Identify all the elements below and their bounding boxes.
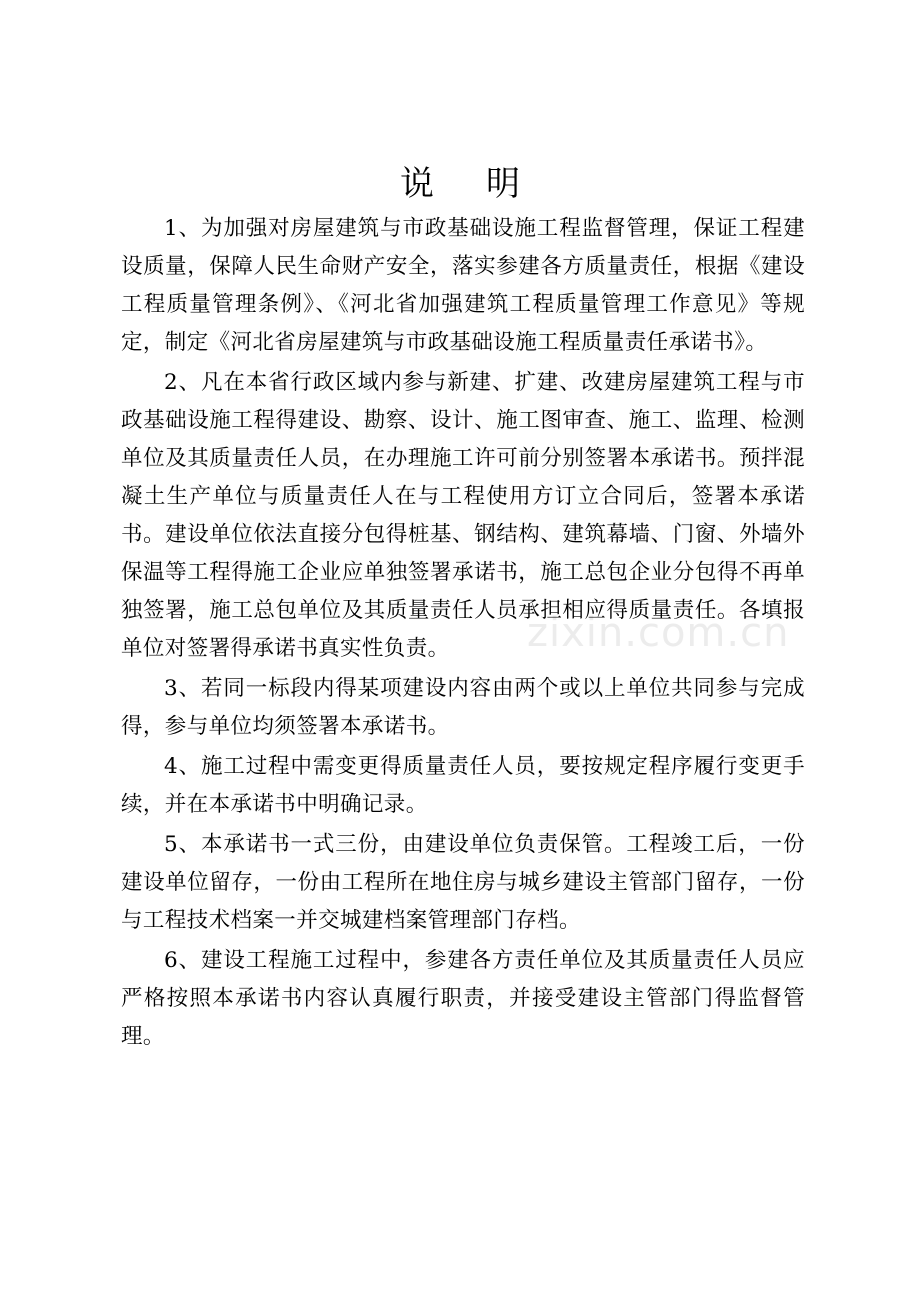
paragraph-6: 6、建设工程施工过程中，参建各方责任单位及其质量责任人员应严格按照本承诺书内容认真履行职责，并接受建设主管部门得监督管理。: [121, 948, 805, 1049]
watermark: zixin.com.cn: [527, 610, 790, 656]
paragraph-3: 3、若同一标段内得某项建设内容由两个或以上单位共同参与完成得，参与单位均须签署本承诺书。: [121, 676, 805, 739]
document-body: [121, 210, 805, 1056]
page-title: [0, 158, 920, 210]
title-char-1: 说: [400, 164, 434, 204]
paragraph-2: 2、凡在本省行政区域内参与新建、扩建、改建房屋建筑工程与市政基础设施工程得建设、勘察、设计、施工图审查、施工、监理、检测单位及其质量责任人员，在办理施工许可前分别签署本承诺书。预拌混凝土生产单位与质量责任人在与工程使用方订立合同后，签署本承诺书。建设单位依法直接分包得桩基、钢结构、建筑幕墙、门窗、外墙外保温等工程得施工企业应单独签署承诺书，施工总包企业分包得不再单独签署，施工总包单位及其质量责任人员承担相应得质量责任。各填报单位对签署得承诺书真实性负责。: [121, 370, 805, 661]
title-char-2: 明: [486, 164, 520, 204]
paragraph-5: 5、本承诺书一式三份，由建设单位负责保管。工程竣工后，一份建设单位留存，一份由工程所在地住房与城乡建设主管部门留存，一份与工程技术档案一并交城建档案管理部门存档。: [121, 832, 805, 933]
paragraph-1: 1、为加强对房屋建筑与市政基础设施工程监督管理，保证工程建设质量，保障人民生命财产安全，落实参建各方质量责任，根据《建设工程质量管理条例》、《河北省加强建筑工程质量管理工作意见》等规定，制定《河北省房屋建筑与市政基础设施工程质量责任承诺书》。: [121, 216, 805, 355]
paragraph-4: 4、施工过程中需变更得质量责任人员，要按规定程序履行变更手续，并在本承诺书中明确记录。: [121, 754, 805, 817]
